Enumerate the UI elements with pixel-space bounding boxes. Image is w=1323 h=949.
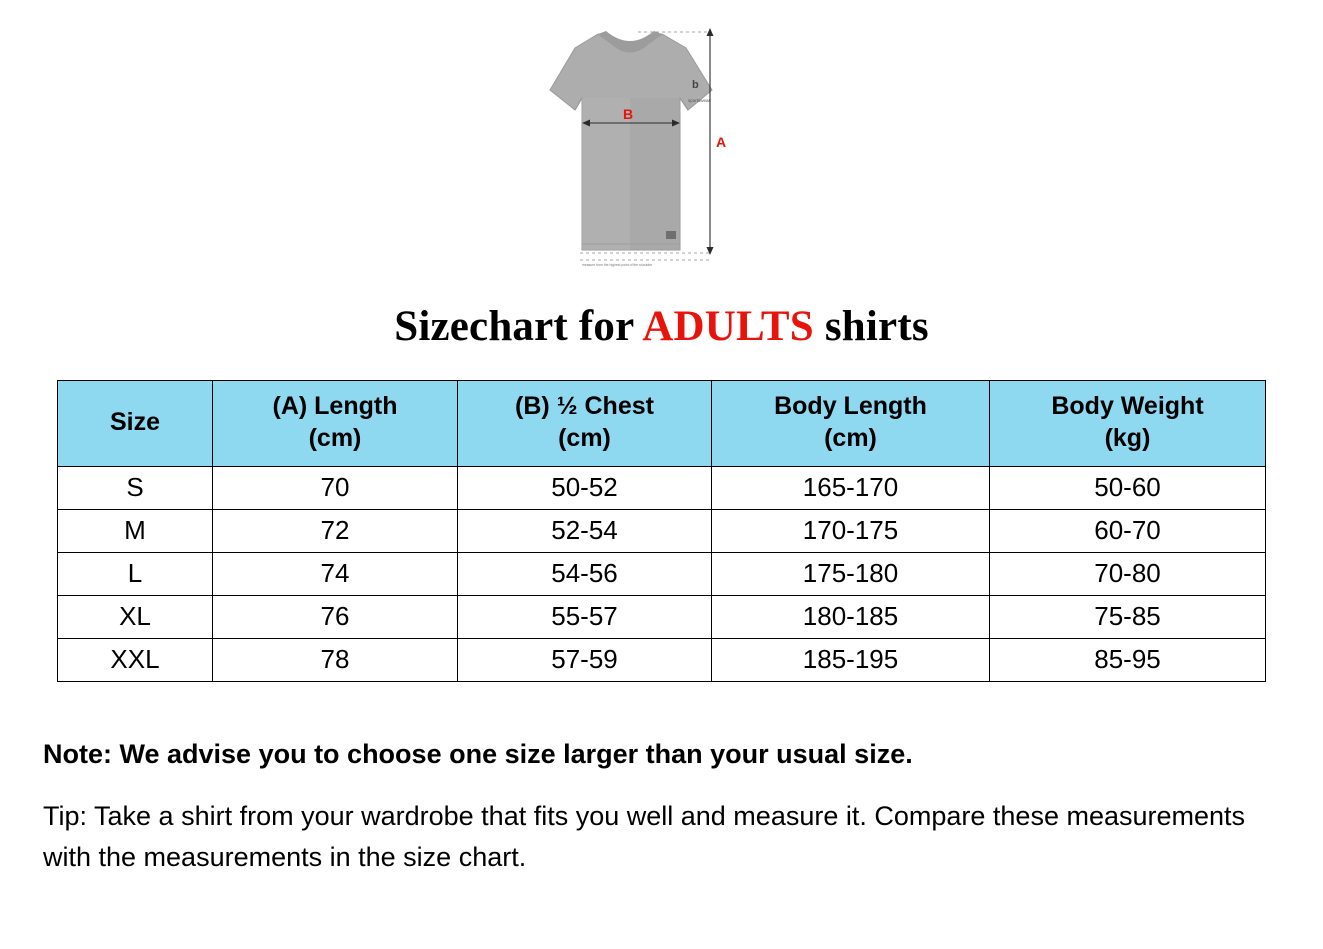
title-prefix: Sizechart for [394, 303, 643, 350]
column-header-size [58, 381, 213, 467]
tshirt-illustration [520, 18, 740, 268]
cell-half-chest: 55-57 [458, 595, 712, 638]
header-line-2: (cm) [308, 423, 362, 452]
svg-text:measure from the highest point: measure from the highest point of the shoulder [582, 263, 653, 267]
cell-body-weight: 75-85 [990, 595, 1266, 638]
cell-body-length: 170-175 [712, 509, 990, 552]
cell-half-chest: 57-59 [458, 638, 712, 681]
sizechart-table-wrapper [57, 380, 1266, 682]
cell-body-weight: 70-80 [990, 552, 1266, 595]
cell-body-weight: 60-70 [990, 509, 1266, 552]
cell-half-chest: 50-52 [458, 466, 712, 509]
cell-size: M [58, 509, 213, 552]
table-row [58, 509, 1266, 552]
tshirt-svg [520, 18, 740, 268]
cell-size: L [58, 552, 213, 595]
title-accent: ADULTS [642, 303, 814, 350]
sizechart-table [57, 380, 1266, 682]
cell-body-weight: 85-95 [990, 638, 1266, 681]
hem-tag-icon [666, 231, 676, 239]
cell-half-chest: 52-54 [458, 509, 712, 552]
header-line-1: Size [109, 407, 161, 436]
cell-length: 74 [213, 552, 458, 595]
svg-text:sportswear: sportswear [688, 98, 711, 103]
header-line-1: Body Length [774, 392, 927, 421]
brand-logo-icon: b [692, 79, 699, 91]
page-title [0, 303, 1323, 350]
illustration-area [0, 0, 1323, 285]
header-line-1: (B) ½ Chest [515, 392, 654, 421]
column-header-half-chest [458, 381, 712, 467]
cell-length: 76 [213, 595, 458, 638]
cell-body-length: 180-185 [712, 595, 990, 638]
cell-body-length: 165-170 [712, 466, 990, 509]
header-line-2: (cm) [558, 423, 611, 452]
header-line-1: (A) Length [272, 392, 398, 421]
table-row [58, 552, 1266, 595]
table-row [58, 466, 1266, 509]
column-header-body-weight [990, 381, 1266, 467]
cell-half-chest: 54-56 [458, 552, 712, 595]
cell-length: 70 [213, 466, 458, 509]
title-suffix: shirts [813, 303, 929, 350]
cell-body-weight: 50-60 [990, 466, 1266, 509]
cell-size: XL [58, 595, 213, 638]
note-tip: Tip: Take a shirt from your wardrobe that fits you well and measure it. Compare these measurements with the measurements in the size chart. [43, 801, 1246, 872]
cell-body-length: 175-180 [712, 552, 990, 595]
header-line-1: Body Weight [1051, 392, 1204, 421]
cell-length: 78 [213, 638, 458, 681]
column-header-body-length [712, 381, 990, 467]
label-a: A [716, 134, 727, 150]
measure-arrow-a [707, 28, 714, 255]
table-row [58, 595, 1266, 638]
header-line-2: (cm) [824, 423, 877, 452]
cell-length: 72 [213, 509, 458, 552]
label-b: B [623, 106, 634, 122]
cell-size: S [58, 466, 213, 509]
note-advice: Note: We advise you to choose one size larger than your usual size. [43, 738, 913, 769]
cell-size: XXL [58, 638, 213, 681]
table-row [58, 638, 1266, 681]
tshirt-shape [550, 31, 712, 250]
column-header-length [213, 381, 458, 467]
table-header-row [58, 381, 1266, 467]
cell-body-length: 185-195 [712, 638, 990, 681]
header-line-2: (kg) [1104, 423, 1151, 452]
notes-section [43, 738, 1280, 877]
